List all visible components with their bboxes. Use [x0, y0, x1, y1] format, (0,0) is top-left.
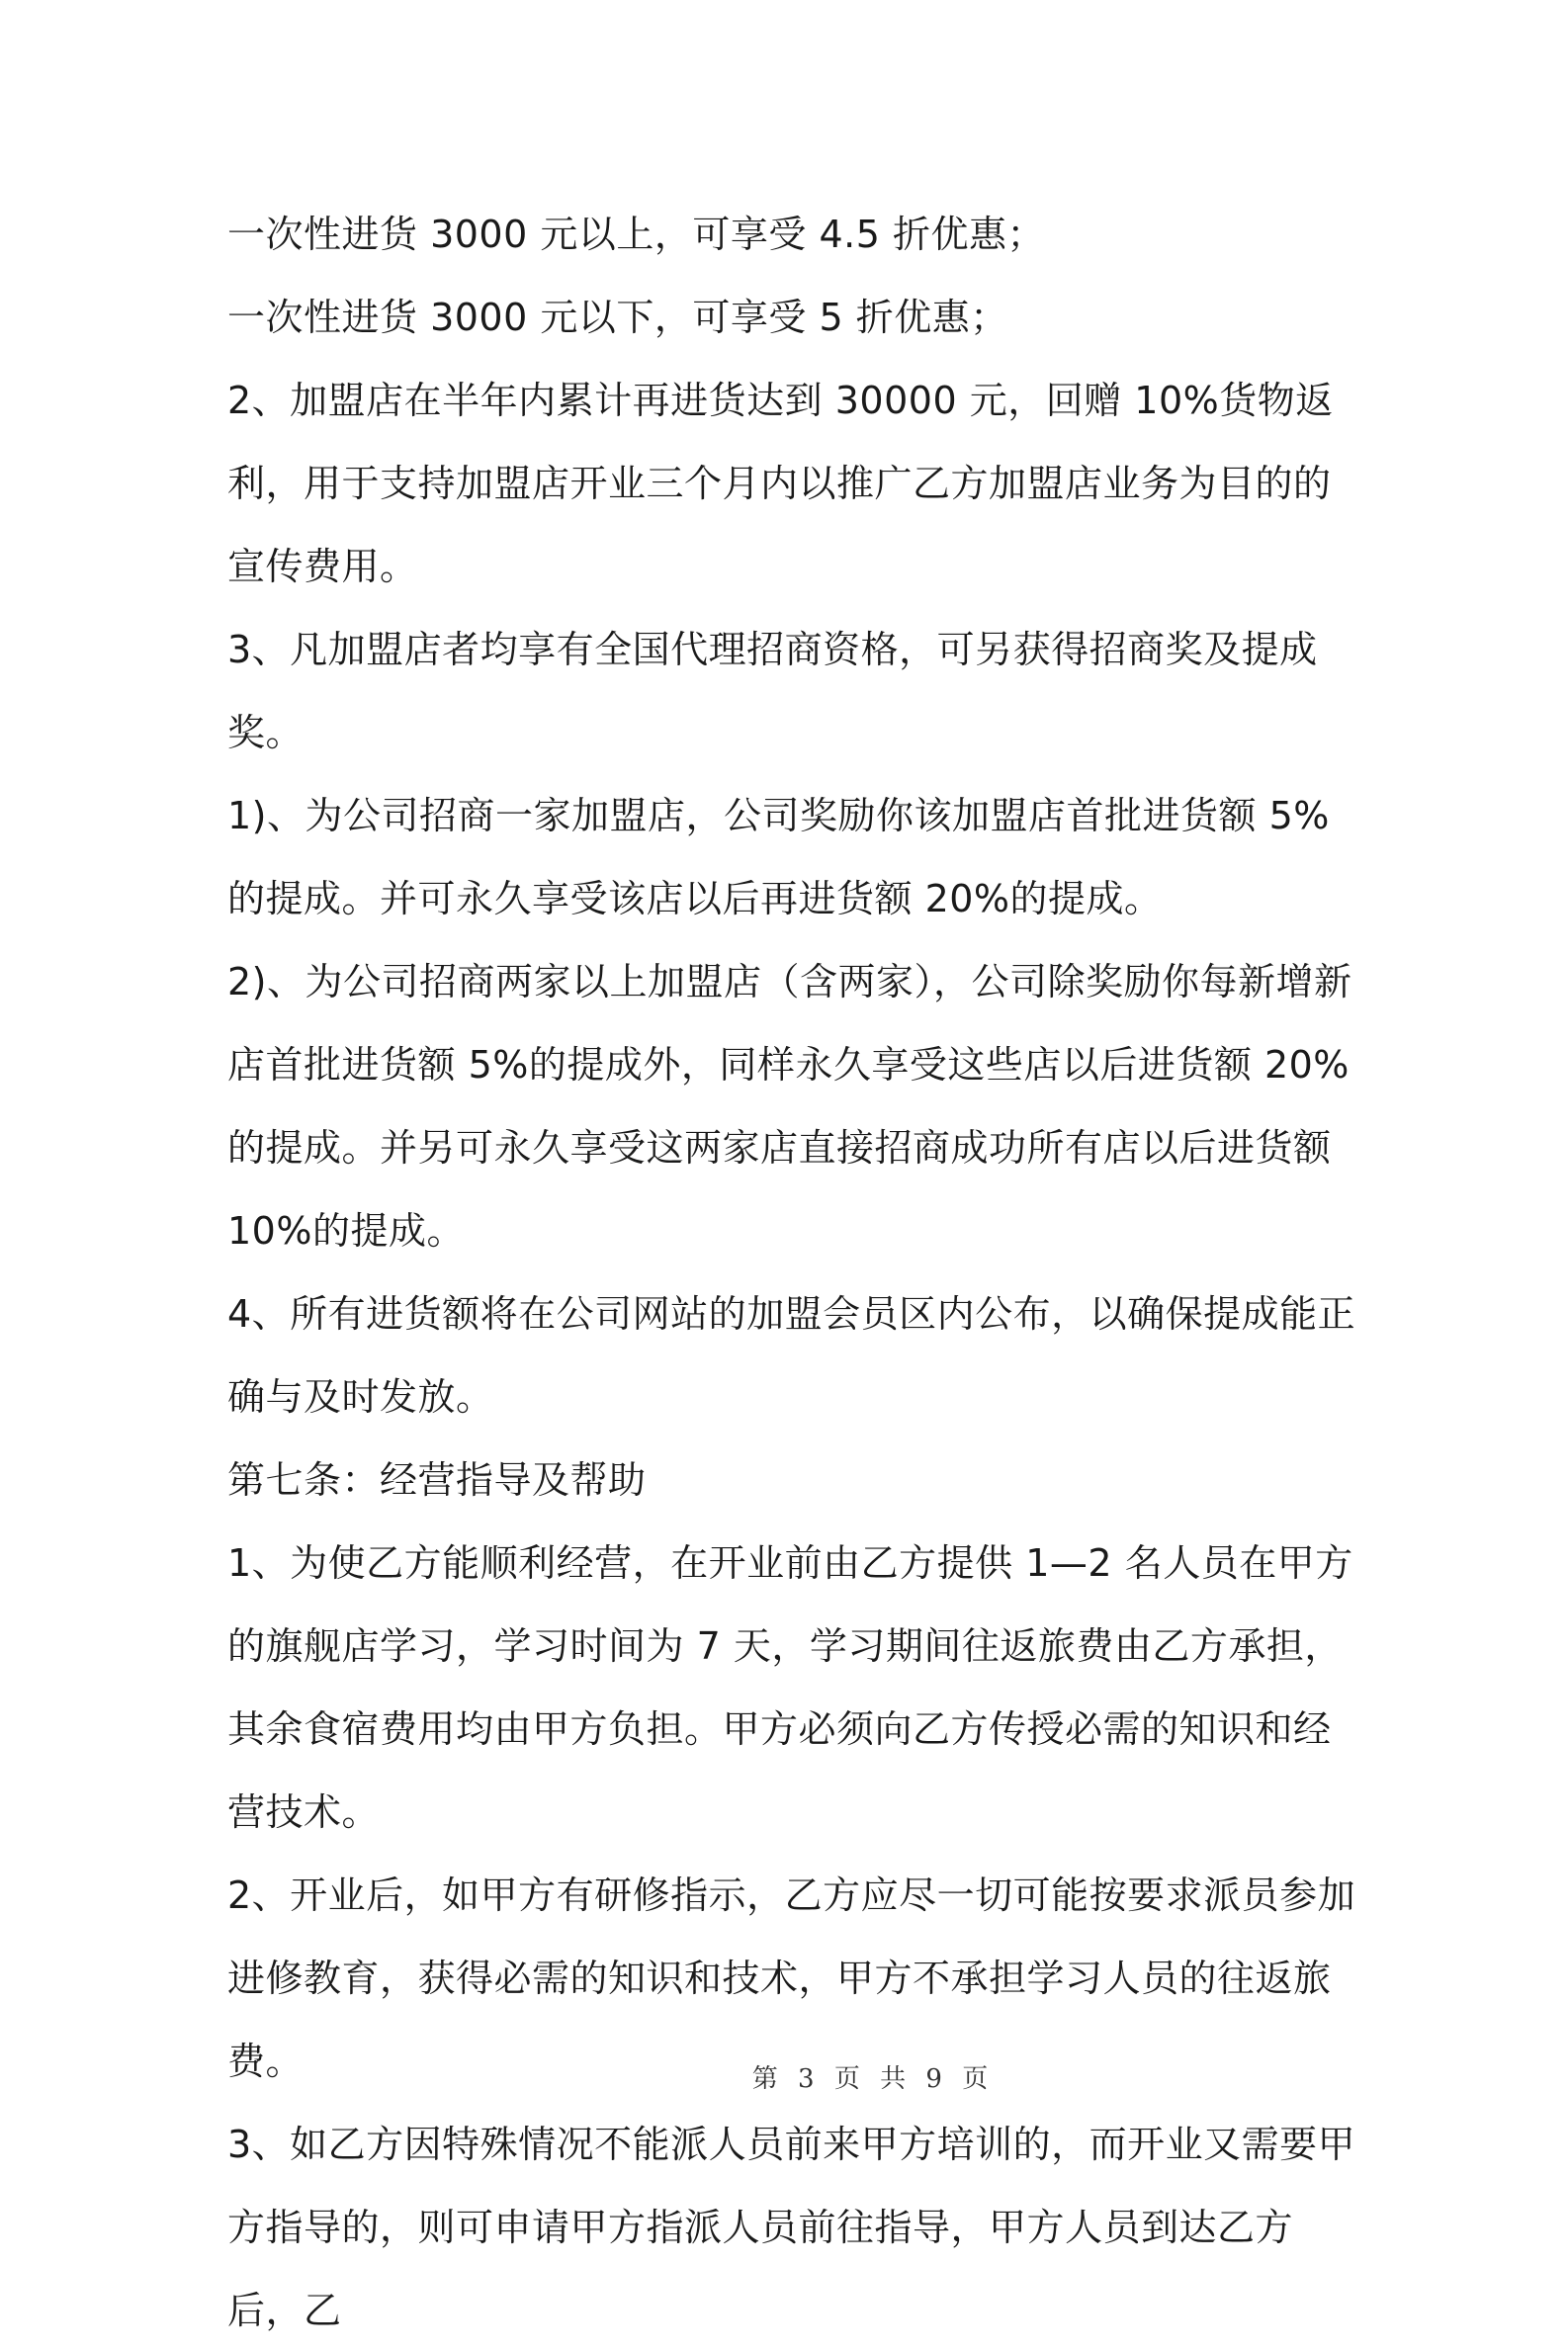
paragraph-clause-3-1-one-store: 1)、为公司招商一家加盟店，公司奖励你该加盟店首批进货额 5%的提成。并可永久享受该店以后再进货额 20%的提成。	[227, 794, 1330, 920]
page-number-footer: 第 3 页 共 9 页	[751, 2064, 995, 2094]
document-body	[227, 193, 1364, 2352]
paragraph-discount-above-3000: 一次性进货 3000 元以上，可享受 4.5 折优惠；	[227, 213, 1045, 256]
paragraph-discount-below-3000: 一次性进货 3000 元以下，可享受 5 折优惠；	[227, 296, 1008, 339]
paragraph-clause-3-agency: 3、凡加盟店者均享有全国代理招商资格，可另获得招商奖及提成奖。	[227, 628, 1318, 754]
section-heading-article-7: 第七条：经营指导及帮助	[227, 1458, 647, 1502]
paragraph-article-7-clause-3: 3、如乙方因特殊情况不能派人员前来甲方培训的，而开业又需要甲方指导的，则可申请甲方指派人员前往指导，甲方人员到达乙方后，乙	[227, 2123, 1356, 2332]
paragraph-article-7-clause-1: 1、为使乙方能顺利经营，在开业前由乙方提供 1—2 名人员在甲方的旗舰店学习，学习时间为 7 天，学习期间往返旅费由乙方承担，其余食宿费用均由甲方负担。甲方必须向乙方传授必需的知识和经营技术。	[227, 1541, 1353, 1834]
paragraph-clause-4-publication: 4、所有进货额将在公司网站的加盟会员区内公布，以确保提成能正确与及时发放。	[227, 1292, 1356, 1419]
paragraph-clause-2-rebate: 2、加盟店在半年内累计再进货达到 30000 元，回赠 10%货物返利，用于支持加盟店开业三个月内以推广乙方加盟店业务为目的的宣传费用。	[227, 379, 1334, 588]
paragraph-clause-3-2-two-stores: 2)、为公司招商两家以上加盟店（含两家），公司除奖励你每新增新店首批进货额 5%的提成外，同样永久享受这些店以后进货额 20%的提成。并另可永久享受这两家店直接招商成功所有店以后进货额 10%的提成。	[227, 960, 1352, 1253]
paragraph-article-7-clause-2: 2、开业后，如甲方有研修指示，乙方应尽一切可能按要求派员参加进修教育，获得必需的知识和技术，甲方不承担学习人员的往返旅费。	[227, 1873, 1356, 2083]
